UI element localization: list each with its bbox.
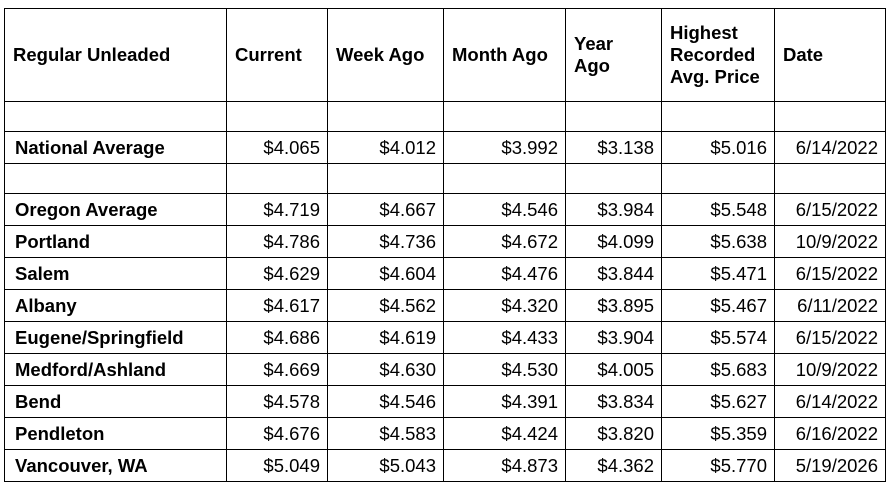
year-ago-price: $3.895 bbox=[566, 290, 662, 322]
month-ago-price: $4.672 bbox=[444, 226, 566, 258]
week-ago-price: $4.736 bbox=[328, 226, 444, 258]
row-label: Pendleton bbox=[5, 418, 227, 450]
record-date: 5/19/2026 bbox=[775, 450, 886, 482]
year-ago-price: $4.005 bbox=[566, 354, 662, 386]
empty-cell bbox=[227, 164, 328, 194]
empty-cell bbox=[227, 102, 328, 132]
week-ago-price: $4.604 bbox=[328, 258, 444, 290]
record-date: 6/14/2022 bbox=[775, 132, 886, 164]
year-ago-price: $4.362 bbox=[566, 450, 662, 482]
empty-cell bbox=[444, 102, 566, 132]
table-row bbox=[5, 194, 886, 226]
header-highest-recorded: Highest Recorded Avg. Price bbox=[662, 9, 775, 102]
year-ago-price: $3.138 bbox=[566, 132, 662, 164]
current-price: $4.629 bbox=[227, 258, 328, 290]
week-ago-price: $4.546 bbox=[328, 386, 444, 418]
empty-cell bbox=[328, 102, 444, 132]
month-ago-price: $4.530 bbox=[444, 354, 566, 386]
header-year-ago: Year Ago bbox=[566, 9, 662, 102]
header-date: Date bbox=[775, 9, 886, 102]
record-date: 6/11/2022 bbox=[775, 290, 886, 322]
empty-cell bbox=[775, 164, 886, 194]
table-row bbox=[5, 258, 886, 290]
week-ago-price: $4.667 bbox=[328, 194, 444, 226]
year-ago-price: $3.844 bbox=[566, 258, 662, 290]
highest-price: $5.638 bbox=[662, 226, 775, 258]
record-date: 6/15/2022 bbox=[775, 194, 886, 226]
table-row bbox=[5, 322, 886, 354]
empty-cell bbox=[566, 164, 662, 194]
row-label: Portland bbox=[5, 226, 227, 258]
month-ago-price: $3.992 bbox=[444, 132, 566, 164]
highest-price: $5.627 bbox=[662, 386, 775, 418]
row-label: National Average bbox=[5, 132, 227, 164]
year-ago-price: $3.834 bbox=[566, 386, 662, 418]
week-ago-price: $4.630 bbox=[328, 354, 444, 386]
month-ago-price: $4.476 bbox=[444, 258, 566, 290]
table-row bbox=[5, 450, 886, 482]
week-ago-price: $4.619 bbox=[328, 322, 444, 354]
empty-cell bbox=[444, 164, 566, 194]
spacer-row bbox=[5, 102, 886, 132]
record-date: 6/15/2022 bbox=[775, 322, 886, 354]
row-label: Eugene/Springfield bbox=[5, 322, 227, 354]
table-row bbox=[5, 132, 886, 164]
highest-price: $5.770 bbox=[662, 450, 775, 482]
current-price: $4.676 bbox=[227, 418, 328, 450]
highest-price: $5.548 bbox=[662, 194, 775, 226]
month-ago-price: $4.320 bbox=[444, 290, 566, 322]
current-price: $4.786 bbox=[227, 226, 328, 258]
empty-cell bbox=[5, 164, 227, 194]
table-row bbox=[5, 386, 886, 418]
header-regular-unleaded: Regular Unleaded bbox=[5, 9, 227, 102]
table-row bbox=[5, 226, 886, 258]
current-price: $4.065 bbox=[227, 132, 328, 164]
row-label: Bend bbox=[5, 386, 227, 418]
gas-price-table bbox=[4, 8, 886, 482]
current-price: $4.686 bbox=[227, 322, 328, 354]
row-label: Albany bbox=[5, 290, 227, 322]
row-label: Medford/Ashland bbox=[5, 354, 227, 386]
highest-price: $5.574 bbox=[662, 322, 775, 354]
week-ago-price: $5.043 bbox=[328, 450, 444, 482]
spacer-row bbox=[5, 164, 886, 194]
empty-cell bbox=[5, 102, 227, 132]
highest-price: $5.471 bbox=[662, 258, 775, 290]
record-date: 10/9/2022 bbox=[775, 226, 886, 258]
week-ago-price: $4.012 bbox=[328, 132, 444, 164]
month-ago-price: $4.873 bbox=[444, 450, 566, 482]
highest-price: $5.683 bbox=[662, 354, 775, 386]
record-date: 6/14/2022 bbox=[775, 386, 886, 418]
month-ago-price: $4.546 bbox=[444, 194, 566, 226]
year-ago-price: $3.904 bbox=[566, 322, 662, 354]
row-label: Oregon Average bbox=[5, 194, 227, 226]
empty-cell bbox=[328, 164, 444, 194]
current-price: $4.617 bbox=[227, 290, 328, 322]
week-ago-price: $4.562 bbox=[328, 290, 444, 322]
empty-cell bbox=[662, 164, 775, 194]
current-price: $4.578 bbox=[227, 386, 328, 418]
current-price: $5.049 bbox=[227, 450, 328, 482]
year-ago-price: $3.984 bbox=[566, 194, 662, 226]
empty-cell bbox=[662, 102, 775, 132]
current-price: $4.669 bbox=[227, 354, 328, 386]
empty-cell bbox=[775, 102, 886, 132]
header-current: Current bbox=[227, 9, 328, 102]
table-row bbox=[5, 418, 886, 450]
table-row bbox=[5, 290, 886, 322]
week-ago-price: $4.583 bbox=[328, 418, 444, 450]
year-ago-price: $4.099 bbox=[566, 226, 662, 258]
current-price: $4.719 bbox=[227, 194, 328, 226]
header-month-ago: Month Ago bbox=[444, 9, 566, 102]
month-ago-price: $4.433 bbox=[444, 322, 566, 354]
table-row bbox=[5, 354, 886, 386]
record-date: 10/9/2022 bbox=[775, 354, 886, 386]
header-row bbox=[5, 9, 886, 102]
row-label: Salem bbox=[5, 258, 227, 290]
year-ago-price: $3.820 bbox=[566, 418, 662, 450]
record-date: 6/16/2022 bbox=[775, 418, 886, 450]
row-label: Vancouver, WA bbox=[5, 450, 227, 482]
month-ago-price: $4.391 bbox=[444, 386, 566, 418]
record-date: 6/15/2022 bbox=[775, 258, 886, 290]
empty-cell bbox=[566, 102, 662, 132]
header-week-ago: Week Ago bbox=[328, 9, 444, 102]
month-ago-price: $4.424 bbox=[444, 418, 566, 450]
highest-price: $5.016 bbox=[662, 132, 775, 164]
highest-price: $5.359 bbox=[662, 418, 775, 450]
highest-price: $5.467 bbox=[662, 290, 775, 322]
